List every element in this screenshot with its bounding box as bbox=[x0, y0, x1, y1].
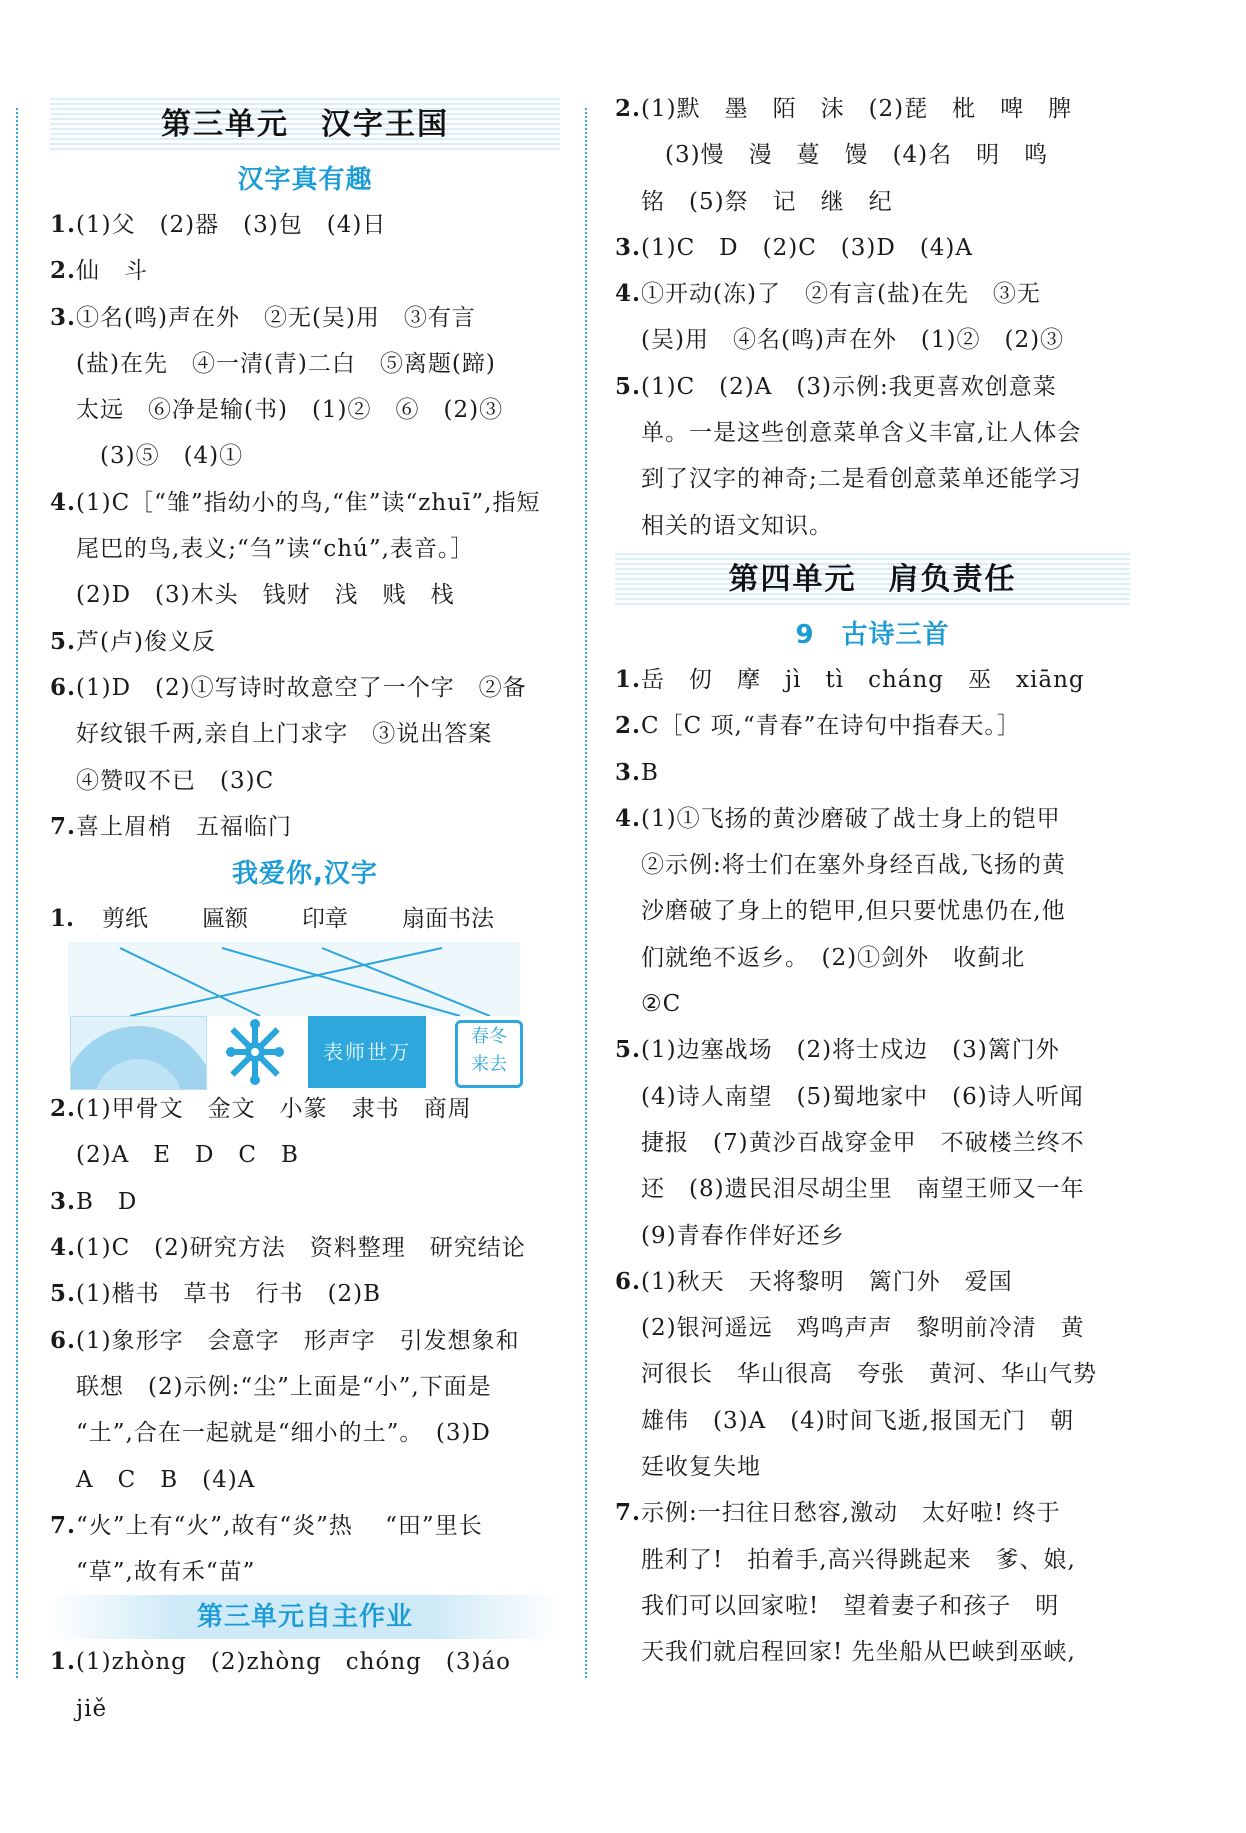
answer-line: (1)秋天 天将黎明 篱门外 爱国 bbox=[641, 1268, 1013, 1295]
answer-item bbox=[50, 248, 560, 294]
answer-line: 喜上眉梢 五福临门 bbox=[76, 813, 292, 840]
section2-list bbox=[50, 1086, 560, 1595]
answer-line: 天我们就启程回家! 先坐船从巴峡到巫峡, bbox=[641, 1639, 1076, 1666]
section-title-hanzi-zhenyouqu: 汉字真有趣 bbox=[237, 165, 373, 195]
answer-line: (1)甲骨文 金文 小篆 隶书 商周 bbox=[76, 1096, 472, 1123]
section-title-zizhu-zuoye: 第三单元自主作业 bbox=[50, 1595, 560, 1639]
answer-item bbox=[50, 1086, 560, 1179]
answer-line: (3)慢 漫 蔓 馒 (4)名 明 鸣 bbox=[641, 142, 1049, 169]
question-number: 4. bbox=[50, 1234, 77, 1262]
answer-item bbox=[50, 1639, 560, 1732]
answer-line: 到了汉字的神奇;二是看创意菜单还能学习 bbox=[641, 466, 1082, 493]
answer-item bbox=[615, 750, 1130, 796]
question-number: 1. bbox=[50, 905, 75, 933]
answer-line: 沙磨破了身上的铠甲,但只要忧患仍在,他 bbox=[641, 898, 1066, 925]
question-number: 2. bbox=[615, 712, 642, 740]
answer-line: 河很长 华山很高 夸张 黄河、华山气势 bbox=[641, 1361, 1097, 1388]
answer-item bbox=[50, 480, 560, 619]
seal-text-row-1: 春冬 bbox=[471, 1026, 507, 1048]
answer-line: C［C 项,“青春”在诗句中指春天。］ bbox=[641, 713, 1021, 740]
question-number: 3. bbox=[615, 233, 642, 261]
answer-line: 雄伟 (3)A (4)时间飞逝,报国无门 朝 bbox=[641, 1407, 1075, 1434]
answer-line: B bbox=[641, 759, 659, 786]
answer-line: 芦(卢)俊义反 bbox=[76, 628, 216, 655]
question-number: 3. bbox=[615, 758, 642, 786]
question-number: 4. bbox=[615, 804, 642, 832]
question-number: 6. bbox=[50, 1326, 77, 1354]
question-number: 7. bbox=[50, 812, 77, 840]
matching-lines bbox=[50, 896, 560, 1016]
answer-line: (盐)在先 ④一清(青)二白 ⑤离题(蹄) bbox=[76, 350, 496, 377]
answer-line: (1)C (2)研究方法 资料整理 研究结论 bbox=[76, 1235, 526, 1262]
label-shanmian-shufa: 扇面书法 bbox=[402, 906, 494, 933]
answer-line: 铭 (5)祭 记 继 纪 bbox=[641, 188, 893, 215]
answer-item bbox=[615, 1259, 1130, 1490]
section-title-woaini-hanzi: 我爱你,汉字 bbox=[232, 859, 378, 890]
answer-line: 胜利了! 拍着手,高兴得跳起来 爹、娘, bbox=[641, 1546, 1076, 1573]
answer-line: (3)⑤ (4)① bbox=[76, 443, 244, 470]
question-number: 3. bbox=[50, 303, 77, 331]
answer-line: (1)C (2)A (3)示例:我更喜欢创意菜 bbox=[641, 373, 1057, 400]
label-jianzhi: 剪纸 bbox=[102, 906, 148, 933]
unit-title-4: 第四单元 肩负责任 bbox=[615, 553, 1130, 607]
answer-line: (1)zhòng (2)zhòng chóng (3)áo jiě bbox=[76, 1649, 536, 1722]
answer-line: (4)诗人南望 (5)蜀地家中 (6)诗人听闻 bbox=[641, 1083, 1084, 1110]
question-number: 6. bbox=[50, 673, 77, 701]
question-number: 5. bbox=[615, 372, 642, 400]
left-margin-line bbox=[16, 108, 18, 1678]
answer-item bbox=[615, 86, 1130, 225]
answer-line: 相关的语文知识。 bbox=[641, 512, 833, 539]
question-number: 4. bbox=[50, 488, 77, 516]
answer-item bbox=[615, 225, 1130, 271]
answer-item bbox=[50, 804, 560, 850]
answer-line: B D bbox=[76, 1188, 138, 1215]
answer-line: (9)青春作伴好还乡 bbox=[641, 1222, 845, 1249]
answer-line: 捷报 (7)黄沙百战穿金甲 不破楼兰终不 bbox=[641, 1129, 1085, 1156]
unit-title-3: 第三单元 汉字王国 bbox=[50, 98, 560, 152]
question-number: 7. bbox=[615, 1499, 642, 1527]
answer-line: 我们可以回家啦! 望着妻子和孩子 明 bbox=[641, 1592, 1060, 1619]
answer-line: “草”,故有禾“苗” bbox=[76, 1559, 256, 1586]
question-number: 6. bbox=[615, 1267, 642, 1295]
answer-item bbox=[50, 665, 560, 804]
answer-line: 岳 仞 摩 jì tì cháng 巫 xiāng bbox=[641, 666, 1085, 693]
answer-line: (1)①飞扬的黄沙磨破了战士身上的铠甲 bbox=[641, 805, 1061, 832]
question-number: 4. bbox=[615, 280, 642, 308]
answer-line: 好纹银千两,亲自上门求字 ③说出答案 bbox=[76, 721, 493, 748]
answer-line: 示例:一扫往日愁容,激动 太好啦! 终于 bbox=[641, 1500, 1061, 1527]
question-number: 2. bbox=[50, 1095, 77, 1123]
answer-line: (1)楷书 草书 行书 (2)B bbox=[76, 1281, 382, 1308]
answer-line: (1)边塞战场 (2)将士戍边 (3)篱门外 bbox=[641, 1037, 1060, 1064]
answer-line: ②示例:将士们在塞外身经百战,飞扬的黄 bbox=[641, 852, 1067, 879]
answer-item bbox=[615, 657, 1130, 703]
answer-line: “火”上有“火”,故有“炎”热 “田”里长 bbox=[76, 1512, 483, 1539]
answer-item bbox=[50, 1503, 560, 1596]
answer-line: 仙 斗 bbox=[76, 258, 148, 285]
answer-line: (1)C D (2)C (3)D (4)A bbox=[641, 234, 974, 261]
answer-item bbox=[50, 1179, 560, 1225]
answer-item bbox=[615, 796, 1130, 1027]
question-number: 2. bbox=[615, 95, 642, 122]
answer-line: “土”,合在一起就是“细小的土”。 (3)D bbox=[76, 1420, 491, 1447]
plaque-picture: 表师世万 bbox=[308, 1016, 426, 1088]
section1-list bbox=[50, 202, 560, 850]
label-yinzhang: 印章 bbox=[302, 906, 348, 933]
answer-line: ②C bbox=[641, 991, 682, 1018]
answer-line: 廷收复失地 bbox=[641, 1454, 761, 1481]
answer-line: 尾巴的鸟,表义;“刍”读“chú”,表音。］ bbox=[76, 536, 475, 563]
question-number: 3. bbox=[50, 1187, 77, 1215]
answer-line: ④赞叹不已 (3)C bbox=[76, 767, 275, 794]
answer-item bbox=[50, 1271, 560, 1317]
right-section-list bbox=[615, 657, 1130, 1676]
question-number: 1. bbox=[50, 1648, 77, 1676]
answer-line: ①名(鸣)声在外 ②无(吴)用 ③有言 bbox=[76, 304, 476, 331]
answer-line: (1)默 墨 陌 沫 (2)琵 枇 啤 脾 bbox=[641, 96, 1073, 122]
answer-item bbox=[50, 1318, 560, 1503]
answer-line: (吴)用 ④名(鸣)声在外 (1)② (2)③ bbox=[641, 327, 1065, 354]
answer-item bbox=[50, 619, 560, 665]
section3-list bbox=[50, 1639, 560, 1732]
answer-line: 联想 (2)示例:“尘”上面是“小”,下面是 bbox=[76, 1373, 492, 1400]
answer-line: (1)D (2)①写诗时故意空了一个字 ②备 bbox=[76, 674, 527, 701]
question-number: 5. bbox=[50, 1280, 77, 1308]
answer-item bbox=[615, 703, 1130, 749]
matching-exercise bbox=[50, 896, 560, 1086]
paper-cut-picture bbox=[225, 1016, 285, 1088]
question-number: 7. bbox=[50, 1511, 77, 1539]
answer-line: 单。一是这些创意菜单含义丰富,让人体会 bbox=[641, 420, 1082, 447]
section-title-gushi-sanshou: 9 古诗三首 bbox=[795, 619, 950, 650]
question-number: 5. bbox=[615, 1036, 642, 1064]
question-number: 1. bbox=[615, 665, 642, 693]
answer-line: (1)父 (2)器 (3)包 (4)日 bbox=[76, 212, 387, 238]
question-number: 2. bbox=[50, 257, 77, 285]
answer-line: (2)D (3)木头 钱财 浅 贱 栈 bbox=[76, 582, 455, 609]
fan-calligraphy-picture bbox=[70, 1016, 207, 1090]
answer-line: (1)象形字 会意字 形声字 引发想象和 bbox=[76, 1327, 520, 1354]
answer-item bbox=[50, 202, 560, 248]
left-column bbox=[50, 98, 560, 1732]
answer-line: (1)C［“雏”指幼小的鸟,“隹”读“zhuī”,指短 bbox=[76, 489, 541, 516]
question-number: 1. bbox=[50, 211, 77, 238]
question-number: 5. bbox=[50, 627, 77, 655]
answer-line: 太远 ⑥净是输(书) (1)② ⑥ (2)③ bbox=[76, 397, 504, 424]
answer-line: (2)银河遥远 鸡鸣声声 黎明前冷清 黄 bbox=[641, 1315, 1085, 1342]
seal-text-row-2: 来去 bbox=[471, 1054, 507, 1076]
seal-picture bbox=[455, 1020, 523, 1088]
answer-item bbox=[615, 1490, 1130, 1675]
center-divider-line bbox=[585, 108, 587, 1678]
answer-line: ①开动(冻)了 ②有言(盐)在先 ③无 bbox=[641, 281, 1041, 308]
answer-line: 们就绝不返乡。 (2)①剑外 收蓟北 bbox=[641, 944, 1026, 971]
answer-item bbox=[50, 1225, 560, 1271]
match-area-bg bbox=[68, 942, 520, 1016]
answer-line: (2)A E D C B bbox=[76, 1142, 299, 1169]
answer-item bbox=[615, 271, 1130, 364]
right-top-list bbox=[615, 86, 1130, 549]
answer-item bbox=[50, 295, 560, 480]
label-biane: 匾额 bbox=[202, 906, 248, 933]
answer-line: 还 (8)遗民泪尽胡尘里 南望王师又一年 bbox=[641, 1176, 1085, 1203]
answer-item bbox=[615, 1027, 1130, 1258]
right-column bbox=[615, 86, 1130, 1676]
answer-item bbox=[615, 364, 1130, 549]
answer-line: A C B (4)A bbox=[76, 1466, 256, 1493]
